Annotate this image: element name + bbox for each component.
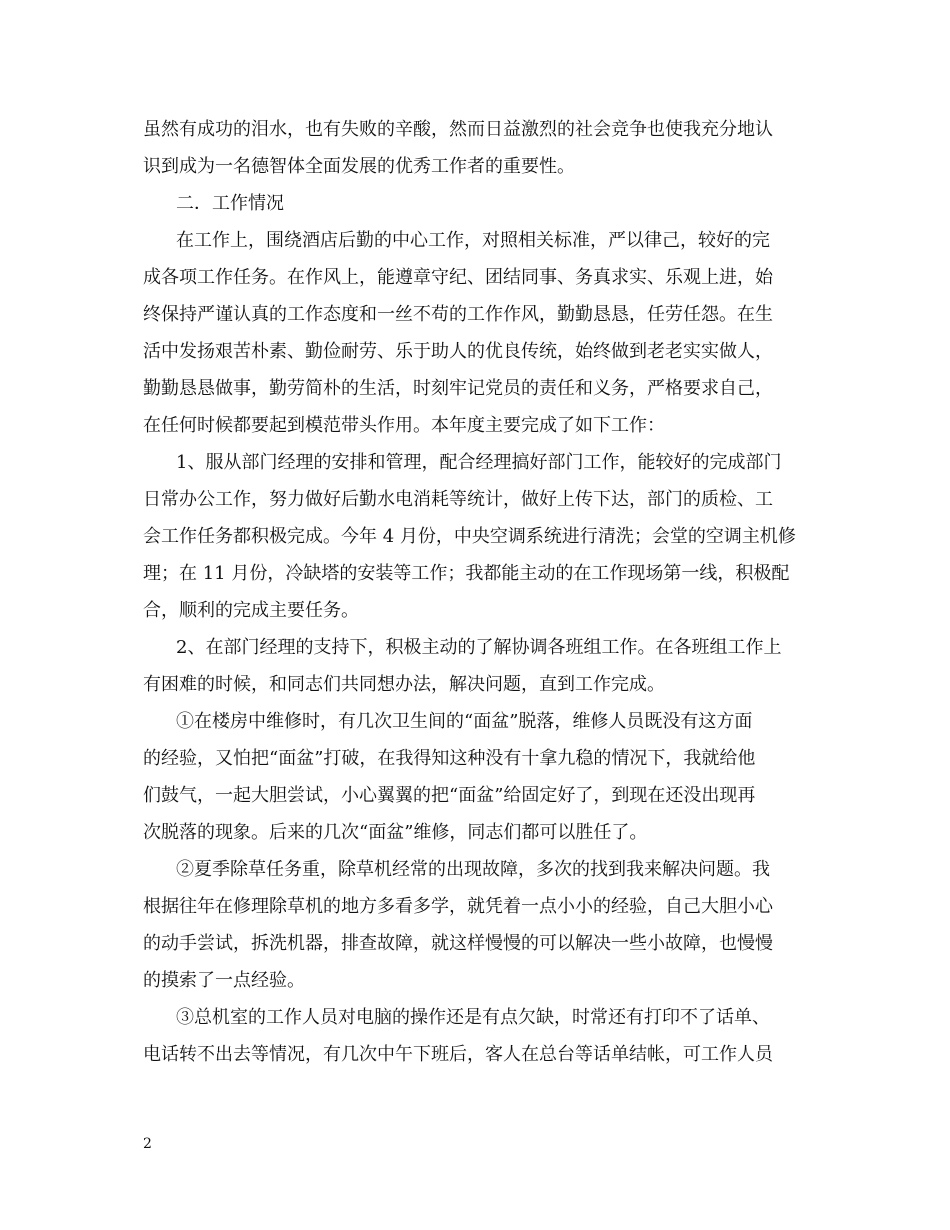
text-line: 在工作上，围绕酒店后勤的中心工作，对照相关标准，严以律己，较好的完: [176, 230, 770, 251]
page-number: 2: [143, 1136, 152, 1152]
text-line: 识到成为一名德智体全面发展的优秀工作者的重要性。: [143, 156, 575, 177]
text-line: 们鼓气，一起大胆尝试，小心翼翼的把“面盆”给固定好了，到现在还没出现再: [143, 785, 756, 806]
text-line: 2、在部门经理的支持下，积极主动的了解协调各班组工作。在各班组工作上: [176, 637, 782, 658]
text-line: 1、服从部门经理的安排和管理，配合经理搞好部门工作，能较好的完成部门: [176, 452, 782, 473]
text-line: 理；在 11 月份，冷缺塔的安装等工作；我都能主动的在工作现场第一线，积极配: [143, 563, 790, 584]
text-line: 合，顺利的完成主要任务。: [143, 600, 359, 621]
text-line: 会工作任务都积极完成。今年 4 月份，中央空调系统进行清洗；会堂的空调主机修: [143, 526, 796, 547]
text-line: 的动手尝试，拆洗机器，排查故障，就这样慢慢的可以解决一些小故障，也慢慢: [143, 933, 773, 954]
text-line: 活中发扬艰苦朴素、勤俭耐劳、乐于助人的优良传统，始终做到老老实实做人，: [143, 341, 773, 362]
text-line: ②夏季除草任务重，除草机经常的出现故障，多次的找到我来解决问题。我: [176, 859, 770, 880]
text-line: 成各项工作任务。在作风上，能遵章守纪、团结同事、务真求实、乐观上进，始: [143, 267, 773, 288]
text-line: 终保持严谨认真的工作态度和一丝不苟的工作作风，勤勤恳恳，任劳任怨。在生: [143, 304, 773, 325]
text-line: 电话转不出去等情况，有几次中午下班后，客人在总台等话单结帐，可工作人员: [143, 1044, 773, 1065]
text-line: 虽然有成功的泪水，也有失败的辛酸，然而日益激烈的社会竞争也使我充分地认: [143, 119, 773, 140]
text-line: 的摸索了一点经验。: [143, 970, 305, 991]
text-line: 有困难的时候，和同志们共同想办法，解决问题，直到工作完成。: [143, 674, 665, 695]
section-heading: 二．工作情况: [176, 193, 284, 214]
text-line: 日常办公工作，努力做好后勤水电消耗等统计，做好上传下达，部门的质检、工: [143, 489, 773, 510]
text-line: 勤勤恳恳做事，勤劳简朴的生活，时刻牢记党员的责任和义务，严格要求自己，: [143, 378, 773, 399]
text-line: 的经验，又怕把“面盆”打破，在我得知这种没有十拿九稳的情况下，我就给他: [143, 748, 756, 769]
text-line: ③总机室的工作人员对电脑的操作还是有点欠缺，时常还有打印不了话单、: [176, 1007, 770, 1028]
text-line: 根据往年在修理除草机的地方多看多学，就凭着一点小小的经验，自己大胆小心: [143, 896, 773, 917]
text-line: 次脱落的现象。后来的几次“面盆”维修，同志们都可以胜任了。: [143, 822, 648, 843]
text-line: 在任何时候都要起到模范带头作用。本年度主要完成了如下工作：: [143, 415, 665, 436]
text-line: ①在楼房中维修时，有几次卫生间的“面盆”脱落，维修人员既没有这方面: [176, 711, 753, 732]
